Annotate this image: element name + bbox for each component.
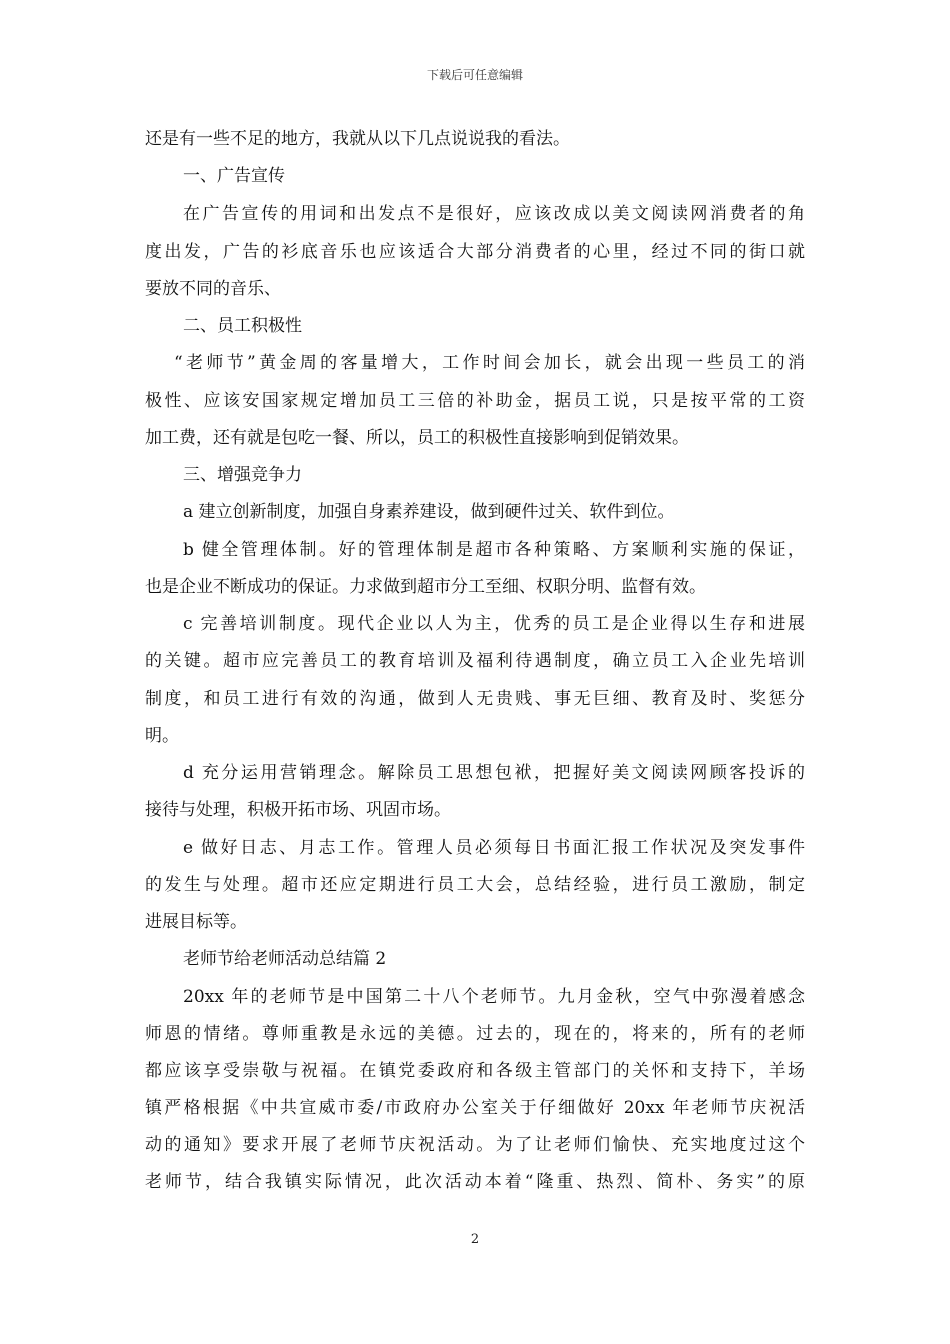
text-line: 加工费，还有就是包吃一餐、所以，员工的积极性直接影响到促销效果。 xyxy=(145,428,689,448)
text-line: 还是有一些不足的地方，我就从以下几点说说我的看法。 xyxy=(145,129,570,149)
text-line: 老师节，结合我镇实际情况，此次活动本着“隆重、热烈、简朴、务实”的原 xyxy=(145,1172,805,1192)
text-line: 也是企业不断成功的保证。力求做到超市分工至细、权职分明、监督有效。 xyxy=(145,577,706,597)
text-line: c 完善培训制度。现代企业以人为主，优秀的员工是企业得以生存和进展 xyxy=(183,614,805,634)
text-line: 极性、应该安国家规定增加员工三倍的补助金，据员工说，只是按平常的工资 xyxy=(145,391,805,411)
text-line: b 健全管理体制。好的管理体制是超市各种策略、方案顺利实施的保证， xyxy=(183,540,805,560)
text-line: d 充分运用营销理念。解除员工思想包袱，把握好美文阅读网顾客投诉的 xyxy=(183,763,805,783)
text-line: 的发生与处理。超市还应定期进行员工大会，总结经验，进行员工激励，制定 xyxy=(145,875,805,895)
text-line: 接待与处理，积极开拓市场、巩固市场。 xyxy=(145,800,451,820)
page-number: 2 xyxy=(470,1232,480,1247)
text-line: 度出发，广告的衫底音乐也应该适合大部分消费者的心里，经过不同的街口就 xyxy=(145,242,805,262)
text-line: 进展目标等。 xyxy=(145,912,247,932)
text-line: “老师节”黄金周的客量增大，工作时间会加长，就会出现一些员工的消 xyxy=(174,353,805,373)
section-heading: 三、增强竞争力 xyxy=(183,465,302,485)
text-line: 在广告宣传的用词和出发点不是很好，应该改成以美文阅读网消费者的角 xyxy=(183,204,805,224)
text-line: 制度，和员工进行有效的沟通，做到人无贵贱、事无巨细、教育及时、奖惩分 xyxy=(145,689,805,709)
text-line: 镇严格根据《中共宣威市委/市政府办公室关于仔细做好 20xx 年老师节庆祝活 xyxy=(145,1098,805,1118)
text-line: 都应该享受崇敬与祝福。在镇党委政府和各级主管部门的关怀和支持下，羊场 xyxy=(145,1061,805,1081)
text-line: 动的通知》要求开展了老师节庆祝活动。为了让老师们愉快、充实地度过这个 xyxy=(145,1135,805,1155)
section-heading: 老师节给老师活动总结篇 2 xyxy=(183,949,387,969)
page-header: 下载后可任意编辑 xyxy=(426,68,523,82)
text-line: 要放不同的音乐、 xyxy=(145,279,281,299)
text-line: 明。 xyxy=(145,726,179,746)
text-line: 的关键。超市应完善员工的教育培训及福利待遇制度，确立员工入企业先培训 xyxy=(145,651,805,671)
text-line: a 建立创新制度，加强自身素养建设，做到硬件过关、软件到位。 xyxy=(183,502,675,522)
section-heading: 一、广告宣传 xyxy=(183,166,285,186)
text-line: e 做好日志、月志工作。管理人员必须每日书面汇报工作状况及突发事件 xyxy=(183,838,805,858)
text-line: 20xx 年的老师节是中国第二十八个老师节。九月金秋，空气中弥漫着感念 xyxy=(183,987,805,1007)
text-line: 师恩的情绪。尊师重教是永远的美德。过去的，现在的，将来的，所有的老师 xyxy=(145,1024,805,1044)
section-heading: 二、员工积极性 xyxy=(183,316,302,336)
